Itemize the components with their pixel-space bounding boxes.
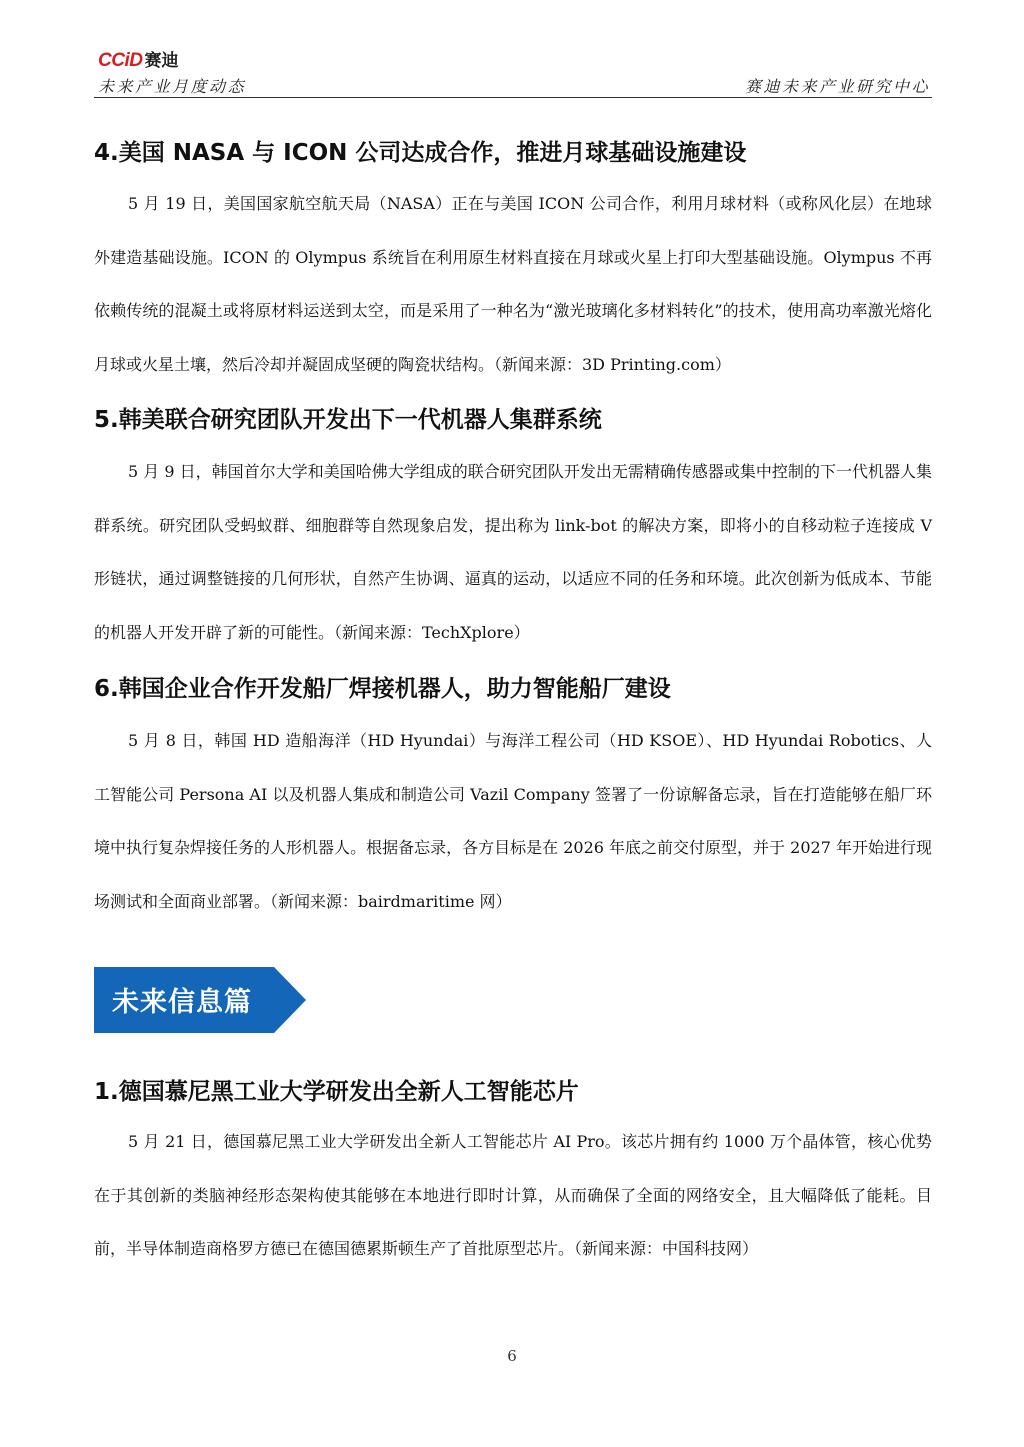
info-heading-1: 1.德国慕尼黑工业大学研发出全新人工智能芯片 — [94, 1079, 579, 1105]
info-body-1: 5 月 21 日，德国慕尼黑工业大学研发出全新人工智能芯片 AI Pro。该芯片拥有约 1000 万个晶体管，核心优势在于其创新的类脑神经形态架构使其能够在本地进行即时计算，从而确保了全面的网络安全，且大幅降低了能耗。目前，半导体制造商格罗方德已在德国德累斯顿生产了首批原型芯片。（新闻来源：中国科技网） — [94, 1132, 932, 1259]
header-divider — [94, 97, 932, 98]
section-heading-5: 5.韩美联合研究团队开发出下一代机器人集群系统 — [94, 407, 602, 433]
section-heading-4: 4.美国 NASA 与 ICON 公司达成合作，推进月球基础设施建设 — [94, 140, 747, 166]
page-number: 6 — [507, 1347, 517, 1365]
header-organization: 赛迪未来产业研究中心 — [744, 77, 930, 96]
section-heading-6: 6.韩国企业合作开发船厂焊接机器人，助力智能船厂建设 — [94, 676, 671, 702]
section-body-4: 5 月 19 日，美国国家航空航天局（NASA）正在与美国 ICON 公司合作，利用月球材料（或称风化层）在地球外建造基础设施。ICON 的 Olympus 系统旨在利用原生材料直接在月球或火星上打印大型基础设施。Olympus 不再依赖传统的混凝土或将原材料运送到太空，而是采用了一种名为“激光玻璃化多材料转化”的技术，使用高功率激光熔化月球或火星土壤，然后冷却并凝固成坚硬的陶瓷状结构。（新闻来源：3D Printing.com） — [94, 194, 932, 375]
banner-label: 未来信息篇 — [112, 987, 252, 1018]
header-publication-title: 未来产业月度动态 — [98, 77, 247, 96]
ccid-logo — [98, 46, 178, 72]
logo-ccid-text: CCiD — [98, 50, 143, 71]
logo-cn-text: 赛迪 — [144, 51, 179, 71]
section-body-6: 5 月 8 日，韩国 HD 造船海洋（HD Hyundai）与海洋工程公司（HD KSOE）、HD Hyundai Robotics、人工智能公司 Persona AI 以及机器人集成和制造公司 Vazil Company 签署了一份谅解备忘录，旨在打造能够在船厂环境中执行复杂焊接任务的人形机器人。根据备忘录，各方目标是在 2026 年底之前交付原型，并于 2027 年开始进行现场测试和全面商业部署。（新闻来源：bairdmaritime 网） — [94, 731, 932, 912]
section-body-5: 5 月 9 日，韩国首尔大学和美国哈佛大学组成的联合研究团队开发出无需精确传感器或集中控制的下一代机器人集群系统。研究团队受蚂蚁群、细胞群等自然现象启发，提出称为 link-bot 的解决方案，即将小的自移动粒子连接成 V 形链状，通过调整链接的几何形状，自然产生协调、逼真的运动，以适应不同的任务和环境。此次创新为低成本、节能的机器人开发开辟了新的可能性。（新闻来源：TechXplore） — [94, 462, 932, 643]
section-banner — [94, 967, 306, 1033]
page-header — [94, 46, 932, 100]
